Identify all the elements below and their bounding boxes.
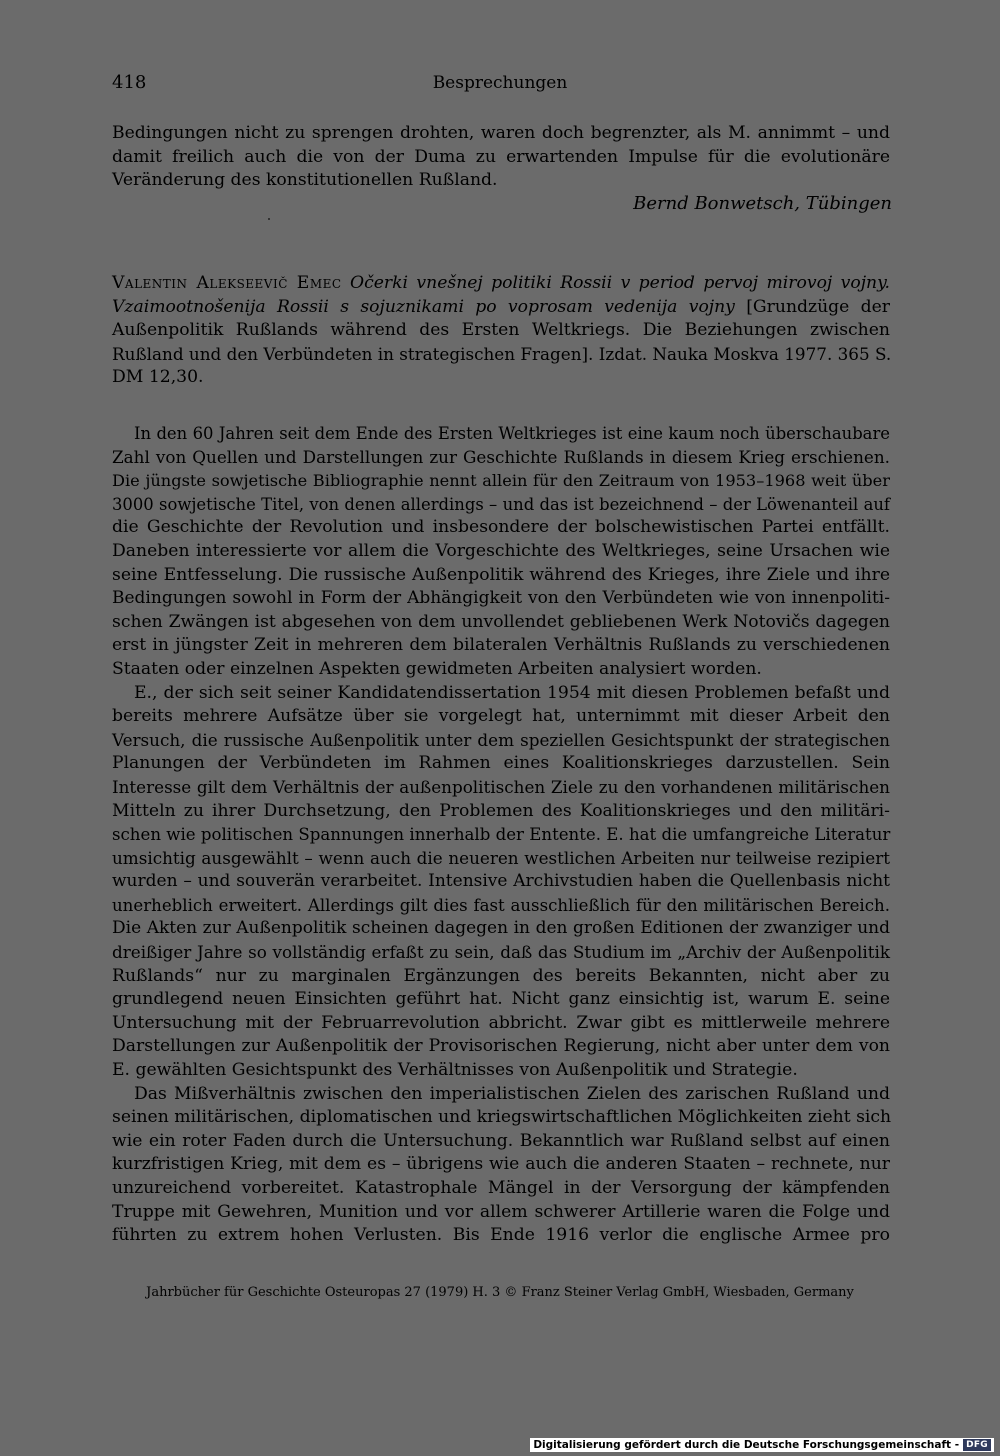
text-line: In den 60 Jahren seit dem Ende des Ersten Weltkrieges ist eine kaum noch überschaubare xyxy=(134,424,890,443)
text-line: wurden – und souverän verarbeitet. Intensive Archivstudien haben die Quellenbasis nicht xyxy=(112,871,890,892)
text-line: Außenpolitik Rußlands während des Ersten Weltkriegs. Die Beziehungen zwischen xyxy=(112,320,890,341)
citation-translation-start: [Grundzüge der xyxy=(746,296,891,317)
running-head: Besprechungen xyxy=(432,73,568,93)
text-line: 3000 sowjetische Titel, von denen allerdings – und das ist bezeichnend – der Löwenanteil auf xyxy=(112,494,890,514)
text-line: seine Entfesselung. Die russische Außenpolitik während des Krieges, ihre Ziele und ihre xyxy=(112,564,890,585)
text-line: Daneben interessierte vor allem die Vorgeschichte des Weltkrieges, seine Ursachen wie xyxy=(112,540,890,561)
reviewer-signature: Bernd Bonwetsch, Tübingen xyxy=(633,193,892,214)
text-line: E., der sich seit seiner Kandidatendissertation 1954 mit diesen Problemen befaßt und xyxy=(134,682,890,703)
text-line: Darstellungen zur Außenpolitik der Provisorischen Regierung, nicht aber unter dem von xyxy=(112,1036,890,1057)
citation-line-1 xyxy=(112,272,890,296)
text-line: Veränderung des konstitutionellen Rußland. xyxy=(112,170,498,191)
text-line: seinen militärischen, diplomatischen und kriegswirtschaftlichen Möglichkeiten zieht sich xyxy=(112,1107,892,1128)
citation-title-part-2: Vzaimootnošenija Rossii s sojuznikami po voprosam vedenija vojny xyxy=(112,296,735,317)
text-line: umsichtig ausgewählt – wenn auch die neueren westlichen Arbeiten nur teilweise rezipiert xyxy=(112,847,890,868)
page-number: 418 xyxy=(112,72,147,93)
previous-review-text xyxy=(112,122,890,193)
text-line: Mitteln zu ihrer Durchsetzung, den Problemen des Koalitionskrieges und den militäri- xyxy=(112,800,890,821)
text-line: Bedingungen sowohl in Form der Abhängigkeit von den Verbündeten wie von innenpoliti- xyxy=(112,588,890,609)
text-line: Zahl von Quellen und Darstellungen zur Geschichte Rußlands in diesem Krieg erschienen. xyxy=(112,446,890,467)
text-line: Das Mißverhältnis zwischen den imperialistischen Zielen des zarischen Rußland und xyxy=(134,1083,890,1104)
text-line: unerheblich erweitert. Allerdings gilt dies fast ausschließlich für den militärischen Bereich. xyxy=(112,895,890,915)
text-line: unzureichend vorbereitet. Katastrophale Mängel in der Versorgung der kämpfenden xyxy=(112,1178,890,1198)
text-line: die Geschichte der Revolution und insbesondere der bolschewistischen Partei entfällt. xyxy=(112,517,890,538)
citation-block xyxy=(112,272,890,390)
text-line: Rußland und den Verbündeten in strategischen Fragen]. Izdat. Nauka Moskva 1977. 365 S. xyxy=(112,343,892,364)
journal-footer: Jahrbücher für Geschichte Osteuropas 27 (1979) H. 3 © Franz Steiner Verlag GmbH, Wiesbaden, Germany xyxy=(146,1285,854,1300)
text-line: Bedingungen nicht zu sprengen drohten, waren doch begrenzter, als M. annimmt – und xyxy=(112,123,890,143)
text-line: damit freilich auch die von der Duma zu erwartenden Impulse für die evolutionäre xyxy=(112,146,890,167)
text-line: Die jüngste sowjetische Bibliographie nennt allein für den Zeitraum von 1953–1968 weit über xyxy=(112,471,890,491)
text-line: Rußlands“ nur zu marginalen Ergänzungen des bereits Bekannten, nicht aber zu xyxy=(112,965,890,986)
review-body xyxy=(112,422,890,1248)
text-line: grundlegend neuen Einsichten geführt hat. Nicht ganz einsichtig ist, warum E. seine xyxy=(112,989,890,1010)
text-line: schen Zwängen ist abgesehen von dem unvollendet gebliebenen Werk Notovičs dagegen xyxy=(112,611,890,632)
text-line: Untersuchung mit der Februarrevolution abbricht. Zwar gibt es mittlerweile mehrere xyxy=(112,1012,890,1033)
text-line: dreißiger Jahre so vollständig erfaßt zu sein, daß das Studium im „Archiv der Außenpolitik xyxy=(112,942,890,963)
dfg-logo-icon: DFG xyxy=(963,1439,991,1451)
text-line: Versuch, die russische Außenpolitik unter dem speziellen Gesichtspunkt der strategischen xyxy=(112,729,890,750)
text-line: Interesse gilt dem Verhältnis der außenpolitischen Ziele zu den vorhandenen militärischen xyxy=(112,776,890,797)
text-line: führten zu extrem hohen Verlusten. Bis Ende 1916 verlor die englische Armee pro xyxy=(112,1225,890,1246)
text-line: Truppe mit Gewehren, Munition und vor allem schwerer Artillerie waren die Folge und xyxy=(112,1201,890,1222)
digitization-text: Digitalisierung gefördert durch die Deutsche Forschungsgemeinschaft - xyxy=(533,1439,960,1451)
text-line: schen wie politischen Spannungen innerhalb der Entente. E. hat die umfangreiche Literatur xyxy=(112,825,891,845)
citation-title-part-1: Očerki vnešnej politiki Rossii v period pervoj mirovoj vojny. xyxy=(350,273,891,293)
text-line: bereits mehrere Aufsätze über sie vorgelegt hat, unternimmt mit dieser Arbeit den xyxy=(112,706,890,727)
text-line: Die Akten zur Außenpolitik scheinen dagegen in den großen Editionen der zwanziger und xyxy=(112,918,890,939)
citation-line-2 xyxy=(112,296,890,320)
citation-price: DM 12,30. xyxy=(112,367,204,388)
scan-speck xyxy=(268,218,270,220)
text-line: Staaten oder einzelnen Aspekten gewidmeten Arbeiten analysiert worden. xyxy=(112,658,762,679)
text-line: Planungen der Verbündeten im Rahmen eines Koalitionskrieges darzustellen. Sein xyxy=(112,753,890,774)
text-line: kurzfristigen Krieg, mit dem es – übrigens wie auch die anderen Staaten – rechnete, nur xyxy=(112,1154,890,1175)
citation-author: Valentin Alekseevič Emec xyxy=(112,273,342,293)
text-line: E. gewählten Gesichtspunkt des Verhältnisses von Außenpolitik und Strategie. xyxy=(112,1060,798,1081)
text-line: wie ein roter Faden durch die Untersuchung. Bekanntlich war Rußland selbst auf einen xyxy=(112,1130,890,1151)
text-line: erst in jüngster Zeit in mehreren dem bilateralen Verhältnis Rußlands zu verschiedenen xyxy=(112,635,890,656)
digitization-notice xyxy=(530,1438,994,1452)
